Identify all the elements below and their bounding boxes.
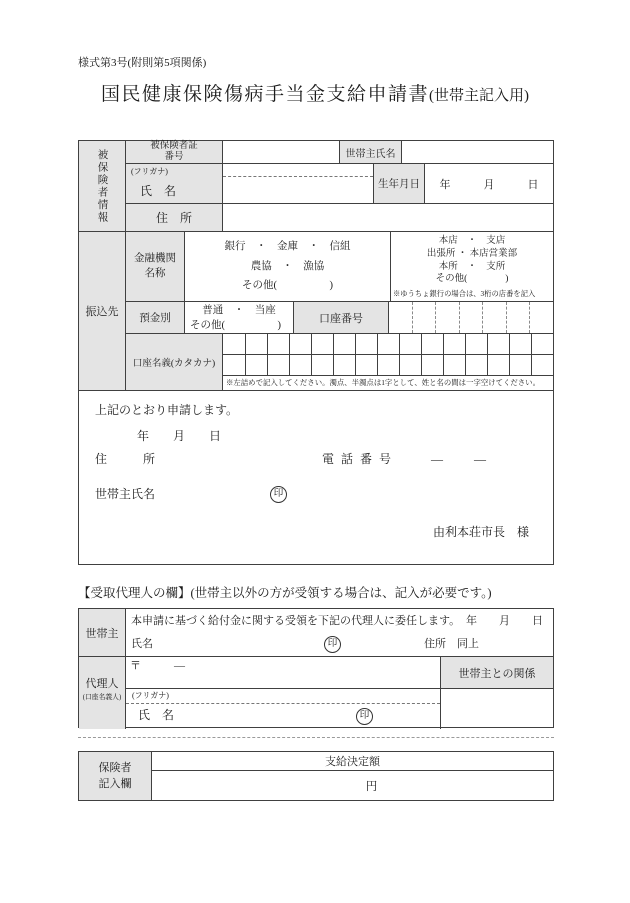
- branch-note: ※ゆうちょ銀行の場合は、3桁の店番を記入: [393, 289, 536, 299]
- insured-side-label: 被保険者情報: [96, 148, 108, 224]
- agent-name-cell: [126, 689, 441, 729]
- account-number-label-cell: [294, 302, 389, 334]
- furigana-label: (フリガナ): [131, 167, 168, 176]
- amount-header: 支給決定額: [325, 756, 380, 768]
- declaration-area: [79, 391, 553, 564]
- agent-furigana-divider: [126, 703, 440, 704]
- account-number-cell: [529, 302, 553, 333]
- holder-note-cell: [223, 376, 553, 391]
- holder-name-cell: [465, 355, 487, 376]
- insurer-side-label-cell: [79, 752, 152, 800]
- holder-name-cell: [443, 334, 465, 355]
- branch-type-options: 本店 ・ 支店 出張所 ・ 本店営業部 本所 ・ 支所 その他( ): [426, 236, 518, 285]
- proxy-delegation-cell: [126, 609, 553, 657]
- insurer-table: [78, 751, 554, 801]
- holder-name-cell: [377, 355, 399, 376]
- bank-name-label-cell: [126, 232, 185, 302]
- holder-label-cell: [126, 334, 223, 391]
- holder-name-cell: [377, 334, 399, 355]
- holder-name-cell: [311, 355, 333, 376]
- holder-name-cell: [443, 355, 465, 376]
- account-number-cell: [459, 302, 483, 333]
- proxy-name-label: 氏名: [131, 638, 153, 650]
- postal-line: 〒 —: [130, 660, 185, 672]
- holder-name-cell: [289, 355, 311, 376]
- holder-name-cell: [531, 334, 553, 355]
- holder-name-cell: [509, 355, 531, 376]
- proxy-head-label-cell: [79, 609, 126, 657]
- agent-sublabel: (口座名義人): [82, 694, 122, 701]
- birth-value-cell: [425, 164, 553, 204]
- page-title-suffix: (世帯主記入用): [429, 88, 529, 104]
- relation-label-cell: [441, 657, 553, 689]
- insurer-side-label: 保険者 記入欄: [98, 761, 132, 790]
- deposit-option-line1: 普通 ・ 当座: [202, 305, 276, 316]
- holder-name-cell: [355, 355, 377, 376]
- holder-name-cell: [531, 355, 553, 376]
- holder-label: 口座名義(カタカナ): [132, 359, 216, 369]
- name-value-cell: [223, 164, 374, 204]
- relation-value-cell: [441, 689, 553, 729]
- holder-name-cell: [487, 355, 509, 376]
- declaration-phone-label: 電 話 番 号: [322, 452, 394, 466]
- holder-name-cell: [465, 334, 487, 355]
- amount-unit: 円: [365, 780, 378, 793]
- address-label: 住 所: [155, 211, 192, 225]
- head-name-label: 世帯主氏名: [345, 148, 396, 160]
- card-number-label: 被保険者証 番号: [150, 141, 198, 162]
- deposit-label-cell: [126, 302, 185, 334]
- agent-label: 代理人: [85, 678, 119, 690]
- addressee: 由利本荘市長 様: [433, 525, 530, 539]
- holder-name-cell: [245, 334, 267, 355]
- card-number-label-cell: [126, 141, 223, 164]
- proxy-section-title: 【受取代理人の欄】(世帯主以外の方が受領する場合は、記入が必要です。): [78, 586, 492, 600]
- holder-name-cell: [267, 355, 289, 376]
- bank-name-label: 金融機関 名称: [134, 252, 176, 279]
- holder-name-cell: [421, 355, 443, 376]
- head-name-value-cell: [402, 141, 553, 164]
- agent-label-cell: [79, 657, 126, 729]
- holder-name-cell: [399, 355, 421, 376]
- page-title: [0, 84, 630, 107]
- bank-type-options: 銀行 ・ 金庫 ・ 信組 農協 ・ 漁協 その他( ): [224, 241, 351, 292]
- delegation-text: 本申請に基づく給付金に関する受領を下記の代理人に委任します。: [131, 615, 461, 627]
- birth-label: 生年月日: [378, 179, 420, 190]
- address-label-cell: [126, 204, 223, 232]
- amount-header-cell: [152, 752, 553, 771]
- holder-name-cell: [509, 334, 531, 355]
- name-label-cell: [126, 164, 223, 204]
- account-number-cell: [435, 302, 459, 333]
- account-number-cell: [412, 302, 436, 333]
- declaration-head-name-label: 世帯主氏名: [95, 487, 156, 501]
- proxy-address: 住所 同上: [424, 638, 479, 650]
- seal-icon: 印: [270, 486, 287, 503]
- birth-label-cell: [374, 164, 425, 204]
- delegation-date: 年 月 日: [466, 615, 543, 627]
- main-table: [78, 140, 554, 565]
- relation-label: 世帯主との関係: [458, 667, 536, 680]
- holder-name-cell: [333, 334, 355, 355]
- declaration-statement: 上記のとおり申請します。: [95, 403, 239, 417]
- holder-name-cell: [487, 334, 509, 355]
- agent-name-label: 氏 名: [138, 708, 175, 722]
- insured-side-label-cell: [79, 141, 126, 232]
- holder-name-grid: [223, 334, 553, 376]
- holder-name-cell: [333, 355, 355, 376]
- account-number-cell: [389, 302, 412, 333]
- transfer-side-label-cell: [79, 232, 126, 391]
- seal-icon: 印: [324, 636, 341, 653]
- amount-value-cell: [152, 771, 553, 800]
- form-number: 様式第3号(附則第5項関係): [78, 57, 207, 69]
- birth-value: 年 月 日: [439, 178, 539, 191]
- holder-name-cell: [245, 355, 267, 376]
- holder-name-cell: [421, 334, 443, 355]
- phone-dash-1: —: [431, 452, 443, 466]
- page-title-main: 国民健康保険傷病手当金支給申請書: [100, 84, 429, 105]
- deposit-type-cell: [185, 302, 294, 334]
- holder-name-cell: [223, 355, 245, 376]
- branch-type-cell: [391, 232, 553, 302]
- holder-name-cell: [267, 334, 289, 355]
- agent-postal-cell: [126, 657, 441, 689]
- account-number-cell: [482, 302, 506, 333]
- seal-icon: 印: [356, 708, 373, 725]
- furigana-divider: [223, 176, 373, 177]
- declaration-address-label: 住 所: [95, 452, 156, 466]
- address-value-cell: [223, 204, 553, 232]
- head-name-label-cell: [340, 141, 402, 164]
- account-number-cell: [506, 302, 530, 333]
- bank-type-cell: [185, 232, 391, 302]
- account-number-label: 口座番号: [319, 312, 363, 325]
- agent-furigana-label: (フリガナ): [132, 691, 169, 700]
- deposit-option-line2: その他( ): [190, 320, 281, 331]
- phone-dash-2: —: [474, 452, 486, 466]
- holder-name-cell: [223, 334, 245, 355]
- card-number-value-cell: [223, 141, 340, 164]
- holder-name-cell: [289, 334, 311, 355]
- declaration-date: 年 月 日: [137, 429, 222, 443]
- name-label: 氏 名: [140, 184, 177, 198]
- holder-name-cell: [355, 334, 377, 355]
- holder-name-cell: [399, 334, 421, 355]
- holder-name-cell: [311, 334, 333, 355]
- section-divider: [78, 737, 554, 738]
- proxy-head-label: 世帯主: [85, 627, 119, 640]
- holder-note: ※左詰めで記入してください。濁点、半濁点は1字として、姓と名の間は一字空けてください。: [226, 378, 540, 387]
- transfer-side-label: 振込先: [85, 306, 119, 318]
- proxy-table: [78, 608, 554, 728]
- deposit-label: 預金別: [139, 313, 171, 324]
- account-number-cells: [389, 302, 553, 334]
